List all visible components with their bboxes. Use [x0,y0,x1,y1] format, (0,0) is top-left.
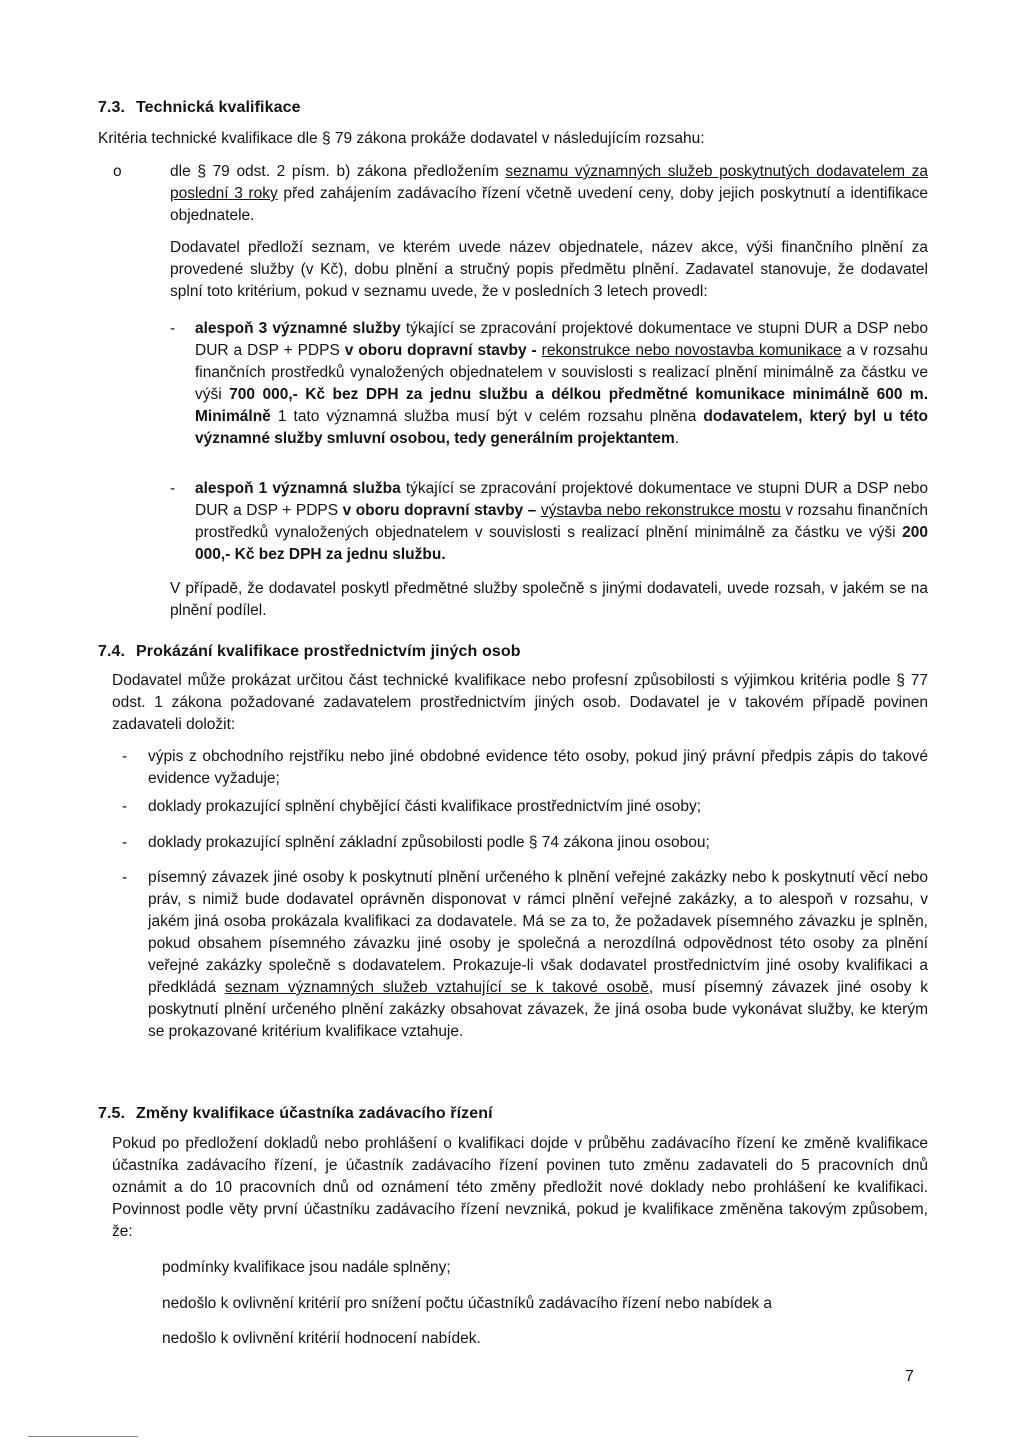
list-item-hodnoceni: nedošlo k ovlivnění kritérií hodnocení nabídek. [162,1330,481,1347]
text-run: . [674,430,680,447]
section-7-4-heading [98,641,521,663]
section-number: 7.4. [98,643,126,660]
paragraph-requirement-2 [195,478,928,566]
bold-text: v oboru dopravní stavby – [342,502,541,519]
text-run: a v rozsahu finančních prostředků vynaložených objednatelem v souvislosti s realizací plnění minimálně za částku ve výši [195,342,929,403]
section-number: 7.3. [98,99,126,116]
bold-text: alespoň 3 významné služby [195,320,401,337]
text-run: , musí písemný závazek jiné osoby k poskytnutí plnění určeného plnění zakázky obsahovat závazek, že jiná osoba bude vykonávat služby, ke kterým se prokazované kritérium kvalifikace vztahuje. [148,979,928,1040]
text-run: týkající se zpracování projektové dokumentace ve stupni DUR a DSP nebo DUR a DSP + PDPS [195,320,929,359]
bold-text: dodavatelem, který byl u této významné služby smluvní osobou, tedy generálním projektantem [195,408,929,447]
list-item-doklady-zpusobilost: doklady prokazující splnění základní způsobilosti podle § 74 zákona jinou osobou; [148,834,710,851]
section-title: Změny kvalifikace účastníka zadávacího řízení [136,1105,493,1122]
section-title: Prokázání kvalifikace prostřednictvím jiných osob [136,643,521,660]
list-item-snizeni-poctu: nedošlo k ovlivnění kritérií pro snížení počtu účastníků zadávacího řízení nebo nabídek a [162,1295,773,1312]
dash-marker: - [122,748,128,765]
dash-marker: - [170,320,176,337]
list-item-podminky: podmínky kvalifikace jsou nadále splněny; [162,1259,451,1276]
paragraph-jine-osoby: Dodavatel může prokázat určitou část technické kvalifikace nebo profesní způsobilosti s výjimkou kritéria podle § 77 odst. 1 zákona požadované zadavatelem prostřednictvím jiných osob. Dodavatel je v takovém případě povinen zadavateli doložit: [112,672,928,733]
page-number: 7 [905,1368,914,1385]
text-run: dle § 79 odst. 2 písm. b) zákona předložením [170,163,506,180]
paragraph-intro: Kritéria technické kvalifikace dle § 79 zákona prokáže dodavatel v následujícím rozsahu: [98,130,705,147]
section-number: 7.5. [98,1105,126,1122]
section-title: Technická kvalifikace [136,99,301,116]
bold-text: v oboru dopravní stavby - [344,342,542,359]
dash-marker: - [122,869,128,886]
section-7-3-heading [98,97,301,119]
underlined-text: rekonstrukce nebo novostavba komunikace [541,342,842,359]
text-run: týkající se zpracování projektové dokumentace ve stupni DUR a DSP nebo DUR a DSP + PDPS [195,480,929,519]
paragraph-zmeny-kvalifikace: Pokud po předložení dokladů nebo prohlášení o kvalifikaci dojde v průběhu zadávacího řízení ke změně kvalifikace účastníka zadávacího řízení, je účastník zadávacího řízení povinen tuto změnu zadavateli do 5 pracovních dnů oznámit a do 10 pracovních dnů od oznámení této změny předložit nové doklady nebo prohlášení ke kvalifikaci. Povinnost podle věty první účastníku zadávacího řízení nevzniká, pokud je kvalifikace změněna takovým způsobem, že: [112,1135,928,1240]
underlined-text: seznamu významných služeb poskytnutých dodavatelem za poslední 3 roky [170,163,928,202]
paragraph-spolecne: V případě, že dodavatel poskytl předmětné služby společně s jinými dodavateli, uvede rozsah, v jakém se na plnění podílel. [170,580,928,619]
list-item-vypis: výpis z obchodního rejstříku nebo jiné obdobné evidence této osoby, pokud jiný právní předpis zápis do takové evidence vyžaduje; [148,748,928,787]
underlined-text: výstavba nebo rekonstrukce mostu [540,502,781,519]
scan-edge-line [28,1436,138,1437]
text-run: v rozsahu finančních prostředků vynaložených objednatelem v souvislosti s realizací plnění minimálně za částku ve výši [195,502,928,541]
list-item-pisemny-zavazek [148,867,928,1043]
text-run: před zahájením zadávacího řízení včetně uvedení ceny, doby jejich poskytnutí a identifikace objednatele. [170,185,928,224]
underlined-text: seznam významných služeb vztahující se k takové osobě [224,979,649,996]
paragraph-requirement-1 [195,318,928,450]
dash-marker: - [122,798,128,815]
text-run: 1 tato významná služba musí být v celém rozsahu plněna [270,408,704,425]
paragraph-dodavatel-predlozi: Dodavatel předloží seznam, ve kterém uvede název objednatele, název akce, výši finančního plnění za provedené služby (v Kč), dobu plnění a stručný popis předmětu plnění. Zadavatel stanovuje, že dodavatel splní toto kritérium, pokud v seznamu uvede, že v posledních 3 letech provedl: [170,239,928,300]
dash-marker: - [122,834,128,851]
dash-marker: - [170,480,176,497]
list-item-doklady-kvalifikace: doklady prokazující splnění chybějící části kvalifikace prostřednictvím jiné osoby; [148,798,702,815]
text-run: písemný závazek jiné osoby k poskytnutí plnění určeného k plnění veřejné zakázky nebo k poskytnutí věcí nebo práv, s nimiž bude dodavatel oprávněn disponovat v rámci plnění veřejné zakázky, a to alespoň v rozsahu, v jakém jiná osoba prokázala kvalifikaci za dodavatele. Má se za to, že požadavek písemného závazku je splněn, pokud obsahem písemného závazku jiné osoby je společná a nerozdílná odpovědnost této osoby za plnění veřejné zakázky společně s dodavatelem. Prokazuje-li však dodavatel prostřednictvím jiné osoby kvalifikaci a předkládá [148,869,928,996]
bold-text: alespoň 1 významná služba [195,480,401,497]
bold-text: 700 000,- Kč bez DPH za jednu službu a délkou předmětné komunikace minimálně 600 m. Minimálně [195,386,928,425]
section-7-5-heading [98,1103,493,1125]
bullet-marker: o [113,163,122,180]
paragraph-bullet-seznam [170,161,928,227]
bold-text: 200 000,- Kč bez DPH za jednu službu. [195,524,928,563]
